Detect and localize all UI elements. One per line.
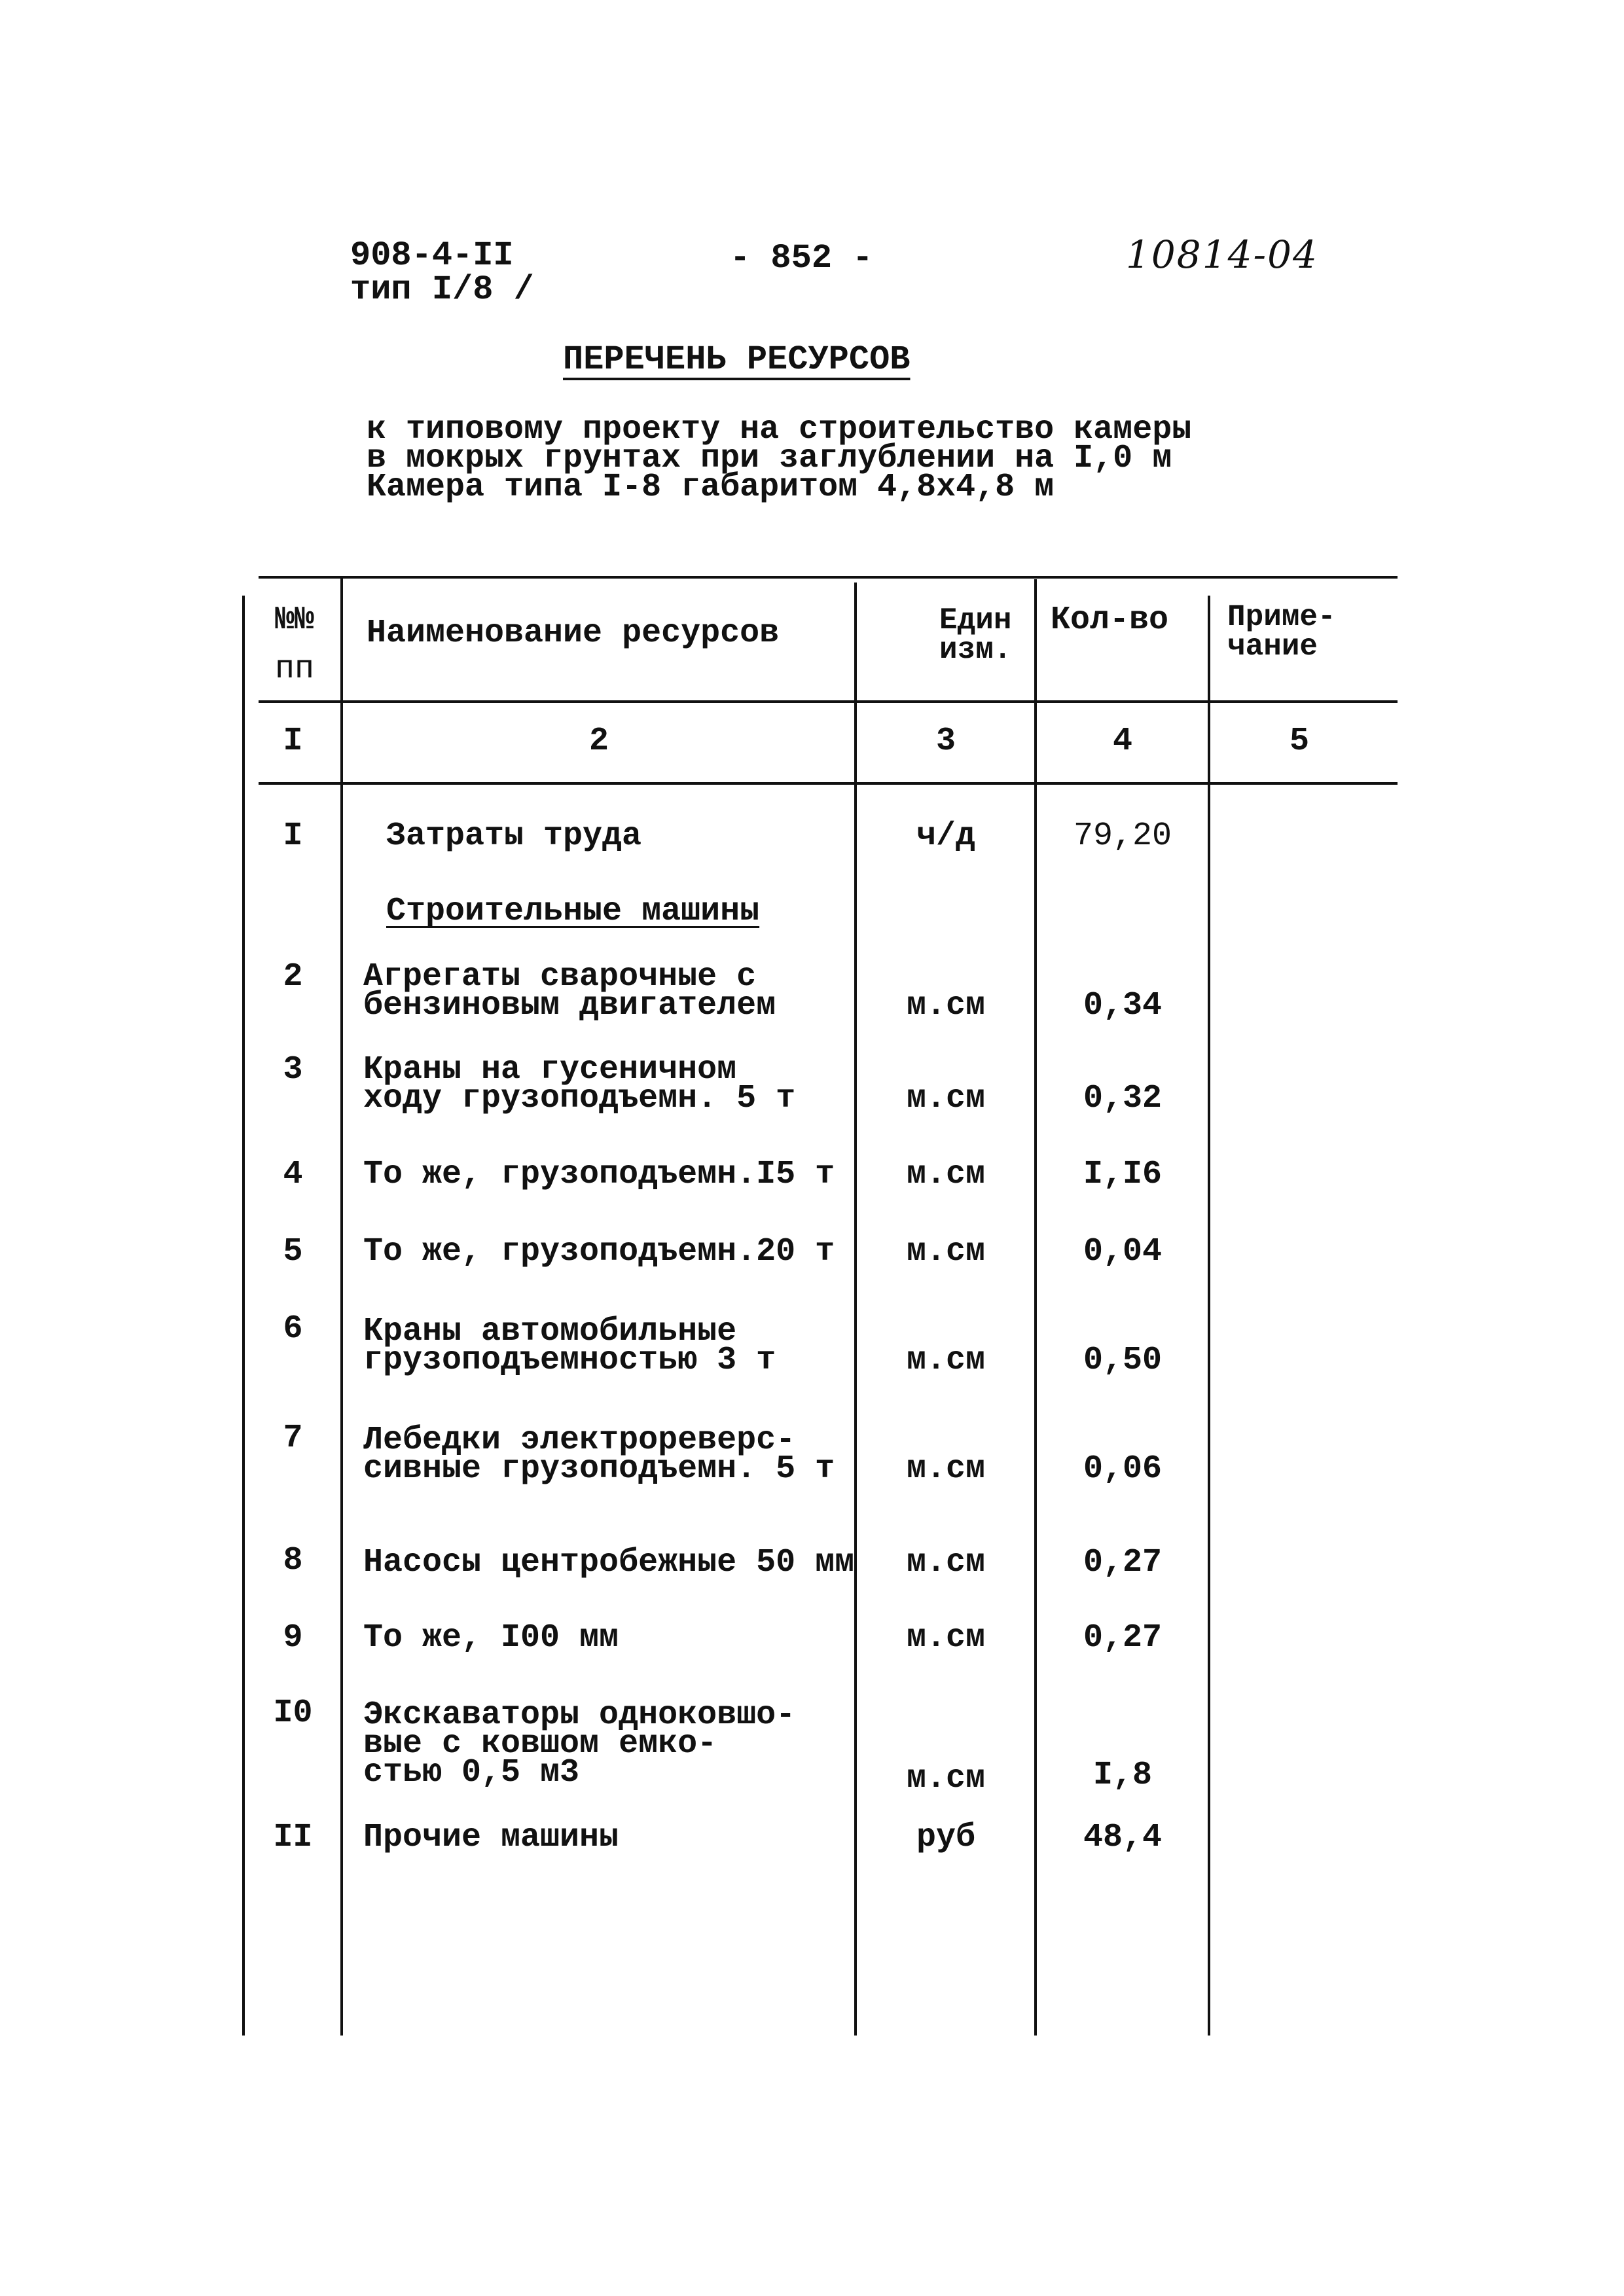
- intro-line-1: к типовому проекту на строительство камеры: [367, 411, 1192, 448]
- header-number-line-2: пп: [275, 651, 315, 688]
- row-11-unit: руб: [916, 1819, 975, 1856]
- row-5-number: 5: [283, 1233, 303, 1270]
- row-9-unit: м.см: [906, 1619, 986, 1657]
- column-number-5: 5: [1289, 723, 1309, 760]
- row-4-number: 4: [283, 1156, 303, 1193]
- row-4-name: То же, грузоподъемн.I5 т: [363, 1156, 835, 1193]
- document-code-line-1: 908-4-II: [350, 236, 514, 275]
- row-3-quantity: 0,32: [1083, 1080, 1163, 1117]
- row-1-quantity: 79,20: [1073, 817, 1172, 855]
- row-1-name: Затраты труда: [386, 817, 642, 855]
- row-9-quantity: 0,27: [1083, 1619, 1163, 1657]
- column-number-2: 2: [588, 723, 609, 760]
- header-name: Наименование ресурсов: [367, 615, 780, 652]
- row-8-unit: м.см: [906, 1544, 986, 1581]
- table-header-rule: [259, 700, 1398, 703]
- row-3-name-line-2: ходу грузоподъемн. 5 т: [363, 1080, 796, 1117]
- document-code-line-2: тип I/8 /: [350, 270, 534, 309]
- row-3-unit: м.см: [906, 1080, 986, 1117]
- column-number-1: I: [283, 723, 303, 760]
- row-8-name: Насосы центробежные 50 мм: [363, 1544, 855, 1581]
- row-9-name: То же, I00 мм: [363, 1619, 619, 1657]
- row-11-quantity: 48,4: [1083, 1819, 1163, 1856]
- row-4-quantity: I,I6: [1083, 1156, 1163, 1193]
- header-quantity: Кол-во: [1051, 601, 1169, 639]
- page-title: ПЕРЕЧЕНЬ РЕСУРСОВ: [563, 340, 911, 379]
- row-10-quantity: I,8: [1092, 1757, 1152, 1794]
- intro-line-3: Камера типа I-8 габаритом 4,8x4,8 м: [367, 469, 1055, 506]
- row-11-name: Прочие машины: [363, 1819, 619, 1856]
- header-unit-line-2: изм.: [939, 633, 1012, 667]
- row-3-number: 3: [283, 1051, 303, 1088]
- row-4-unit: м.см: [906, 1156, 986, 1193]
- row-1-number: I: [283, 817, 303, 855]
- table-left-border: [242, 596, 245, 2036]
- row-7-name-line-1: Лебедки электрореверс-: [363, 1422, 796, 1459]
- row-10-name-line-2: вые с ковшом емко-: [363, 1725, 717, 1763]
- row-7-unit: м.см: [906, 1450, 986, 1488]
- header-note-line-1: Приме-: [1227, 600, 1336, 634]
- row-7-number: 7: [283, 1420, 303, 1457]
- row-10-name-line-1: Экскаваторы одноковшо-: [363, 1696, 796, 1734]
- row-2-unit: м.см: [906, 987, 986, 1024]
- col-divider-1: [340, 576, 343, 2036]
- row-7-quantity: 0,06: [1083, 1450, 1163, 1488]
- column-number-3: 3: [935, 723, 956, 760]
- row-11-number: II: [273, 1819, 313, 1856]
- row-2-number: 2: [283, 958, 303, 996]
- row-8-number: 8: [283, 1542, 303, 1579]
- page-number: - 852 -: [730, 239, 873, 278]
- row-1-unit: ч/д: [916, 817, 975, 855]
- row-9-number: 9: [283, 1619, 303, 1657]
- row-2-name-line-1: Агрегаты сварочные с: [363, 958, 757, 996]
- column-number-4: 4: [1112, 723, 1132, 760]
- col-divider-4: [1208, 596, 1210, 2036]
- row-8-quantity: 0,27: [1083, 1544, 1163, 1581]
- header-unit-line-1: Един: [939, 603, 1012, 637]
- row-5-name: То же, грузоподъемн.20 т: [363, 1233, 835, 1270]
- row-2-name-line-2: бензиновым двигателем: [363, 987, 776, 1024]
- row-2-quantity: 0,34: [1083, 987, 1163, 1024]
- row-10-name-line-3: стью 0,5 м3: [363, 1754, 580, 1791]
- row-10-number: I0: [273, 1695, 313, 1732]
- col-divider-3: [1034, 579, 1037, 2036]
- table-numbers-rule: [259, 782, 1398, 785]
- row-5-unit: м.см: [906, 1233, 986, 1270]
- row-3-name-line-1: Краны на гусеничном: [363, 1051, 737, 1088]
- header-note-line-2: чание: [1227, 630, 1318, 664]
- col-divider-2: [854, 583, 857, 2036]
- table-top-rule: [259, 576, 1398, 579]
- document-code: [350, 236, 534, 309]
- intro-line-2: в мокрых грунтах при заглублении на I,0 м: [367, 440, 1172, 477]
- row-6-unit: м.см: [906, 1342, 986, 1379]
- row-7-name-line-2: сивные грузоподъемн. 5 т: [363, 1450, 835, 1488]
- row-6-name-line-1: Краны автомобильные: [363, 1313, 737, 1350]
- row-6-quantity: 0,50: [1083, 1342, 1163, 1379]
- intro-text: [367, 411, 1192, 506]
- row-5-quantity: 0,04: [1083, 1233, 1163, 1270]
- header-number-line-1: №№: [275, 601, 315, 639]
- section-title: Строительные машины: [386, 893, 760, 930]
- row-10-unit: м.см: [906, 1760, 986, 1797]
- handwritten-number: 10814-04: [1126, 232, 1318, 277]
- row-6-name-line-2: грузоподъемностью 3 т: [363, 1342, 776, 1379]
- row-6-number: 6: [283, 1310, 303, 1348]
